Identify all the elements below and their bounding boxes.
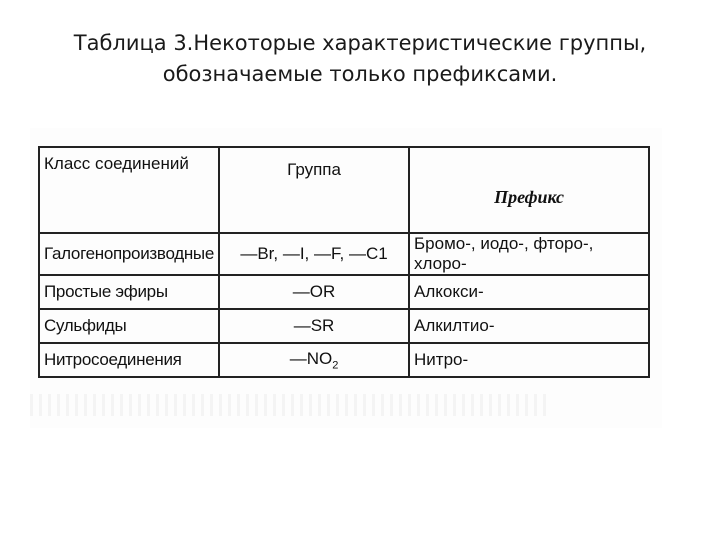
table-row [39,343,649,377]
scanned-table-image [30,128,662,428]
scan-artifact-bottom [30,394,550,416]
scan-artifact-top [36,128,636,142]
table-row [39,233,649,275]
cell-class: Сульфиды [39,309,219,343]
cell-group: —Br, —I, —F, —C1 [219,233,409,275]
table-row [39,309,649,343]
cell-group: —SR [219,309,409,343]
cell-group: —OR [219,275,409,309]
cell-prefix: Алкилтио- [409,309,649,343]
cell-prefix: Нитро- [409,343,649,377]
cell-class: Простые эфиры [39,275,219,309]
table-row [39,275,649,309]
prefix-groups-table [38,146,650,378]
group-formula-subscript: 2 [332,359,339,372]
table-header-row [39,147,649,233]
cell-prefix: Алкокси- [409,275,649,309]
cell-class: Галогенопроизводные [39,233,219,275]
cell-group [219,343,409,377]
header-class: Класс соединений [39,147,219,233]
slide-title-line-2: обозначаемые только префиксами. [162,62,558,86]
header-prefix: Префикс [409,147,649,233]
header-group: Группа [219,147,409,233]
slide-title-line-1: Таблица 3.Некоторые характеристические группы, [73,31,647,55]
cell-class: Нитросоединения [39,343,219,377]
slide-title [40,28,680,90]
cell-prefix: Бромо-, иодо-, фторо-, хлоро- [409,233,649,275]
group-formula: —NO [289,348,333,368]
